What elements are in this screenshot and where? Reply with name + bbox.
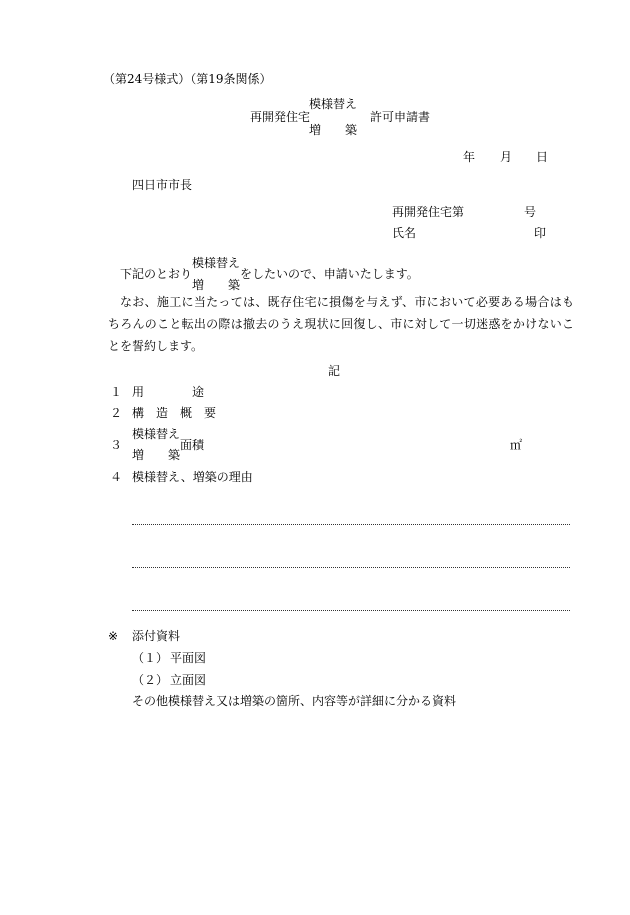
applicant-name-label: 氏名 [392,226,417,240]
item-label: 模様替え、増築の理由 [132,470,253,484]
attachment-text: 平面図 [170,651,207,665]
date-year: 年 [463,150,476,164]
intro-option-bottom: 増 築 [192,278,241,292]
date-day: 日 [536,150,549,164]
item-label: 用 途 [132,385,205,399]
item-number: ３ [110,438,123,452]
attachment-text: 立面図 [170,673,207,687]
item-area-label: 面積 [180,438,205,452]
attachments-heading: 添付資料 [132,629,181,643]
form-number: （第24号様式）（第19条関係） [103,72,272,86]
intro-option-top: 模様替え [192,256,241,270]
intro-prefix: 下記のとおり [120,267,193,281]
item-option-top: 模様替え [132,427,181,441]
note-mark: ※ [108,629,119,643]
ki-heading: 記 [328,364,341,378]
intro-suffix: をしたいので、申請いたします。 [240,267,419,281]
item-number: ２ [110,406,123,420]
reason-line [132,524,570,525]
item-number: ４ [110,470,123,484]
title-bottom: 増 築 [309,123,358,137]
date-month: 月 [500,150,513,164]
title-right: 許可申請書 [370,110,431,124]
permit-number-suffix: 号 [524,205,537,219]
seal-mark: 印 [534,226,547,240]
reason-line [132,610,570,611]
attachment-number: （１） [132,651,169,665]
pledge-paragraph: なお、施工に当たっては、既存住宅に損傷を与えず、市において必要ある場合はもちろんのこと転出の際は撤去のうえ現状に回復し、市に対して一切迷惑をかけないことを誓約します。 [108,295,574,353]
area-unit: ㎡ [510,438,523,452]
title-top: 模様替え [309,97,358,111]
permit-number-label: 再開発住宅第 [392,205,465,219]
addressee: 四日市市長 [132,178,193,192]
attachment-note: その他模様替え又は増築の箇所、内容等が詳細に分かる資料 [132,694,457,708]
item-number: １ [110,385,123,399]
reason-line [132,567,570,568]
attachment-number: （２） [132,673,169,687]
title-left: 再開発住宅 [250,110,311,124]
item-option-bottom: 増 築 [132,448,181,462]
item-label: 構 造 概 要 [132,406,217,420]
